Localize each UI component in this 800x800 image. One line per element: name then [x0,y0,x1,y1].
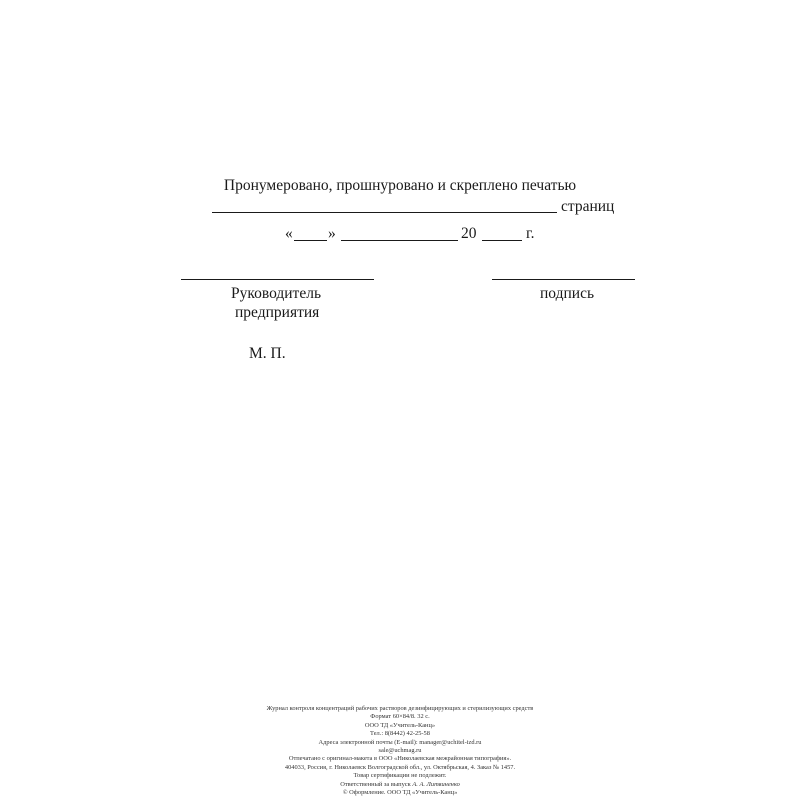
date-year-line[interactable] [482,240,522,241]
date-close-quote: » [328,225,336,242]
imprint-email-line: Адреса электронной почты (E-mail): manager@uchitel-izd.ru [318,738,482,746]
head-label-line2: предприятия [235,304,320,321]
date-day-line[interactable] [294,240,327,241]
imprint-line: Формат 60×84/8. 32 с. [370,713,430,721]
stamp-label: М. П. [249,345,286,362]
head-signature-line[interactable] [181,279,374,280]
date-month-line[interactable] [341,240,458,241]
signature-label: подпись [540,285,595,302]
imprint-block [0,705,800,797]
date-open-quote: « [285,225,293,242]
date-year-suffix: г. [526,225,535,242]
imprint-line: Товар сертификации не подлежит. [353,772,447,780]
certification-title: Пронумеровано, прошнуровано и скреплено печатью [223,177,577,194]
imprint-email-line: sale@uchmag.ru [378,747,422,755]
responsible-prefix: Ответственный за выпуск [340,780,411,788]
imprint-line: Журнал контроля концентраций рабочих растворов дезинфицирующих и стерилизующих средств [266,705,534,712]
pages-count-line[interactable] [212,212,557,213]
design-credit: © Оформление. ООО ТД «Учитель-Канц» [342,789,458,797]
signature-line[interactable] [492,279,635,280]
imprint-line: 404033, Россия, г. Николаевск Волгоградской обл., ул. Октябрьская, 4. Заказ № 1457. [284,763,516,771]
responsible-name: А. А. Литвиненко [412,780,460,788]
imprint-line: ООО ТД «Учитель-Канц» [364,721,436,729]
imprint-responsible [0,781,800,789]
pages-label: страниц [561,198,615,215]
head-label-line1: Руководитель [231,285,322,302]
imprint-line: Тел.: 8(8442) 42-25-58 [370,730,430,738]
date-year-prefix: 20 [461,225,477,242]
imprint-line: Отпечатано с оригинал-макета в ООО «Николаевская межрайонная типография». [288,755,512,763]
